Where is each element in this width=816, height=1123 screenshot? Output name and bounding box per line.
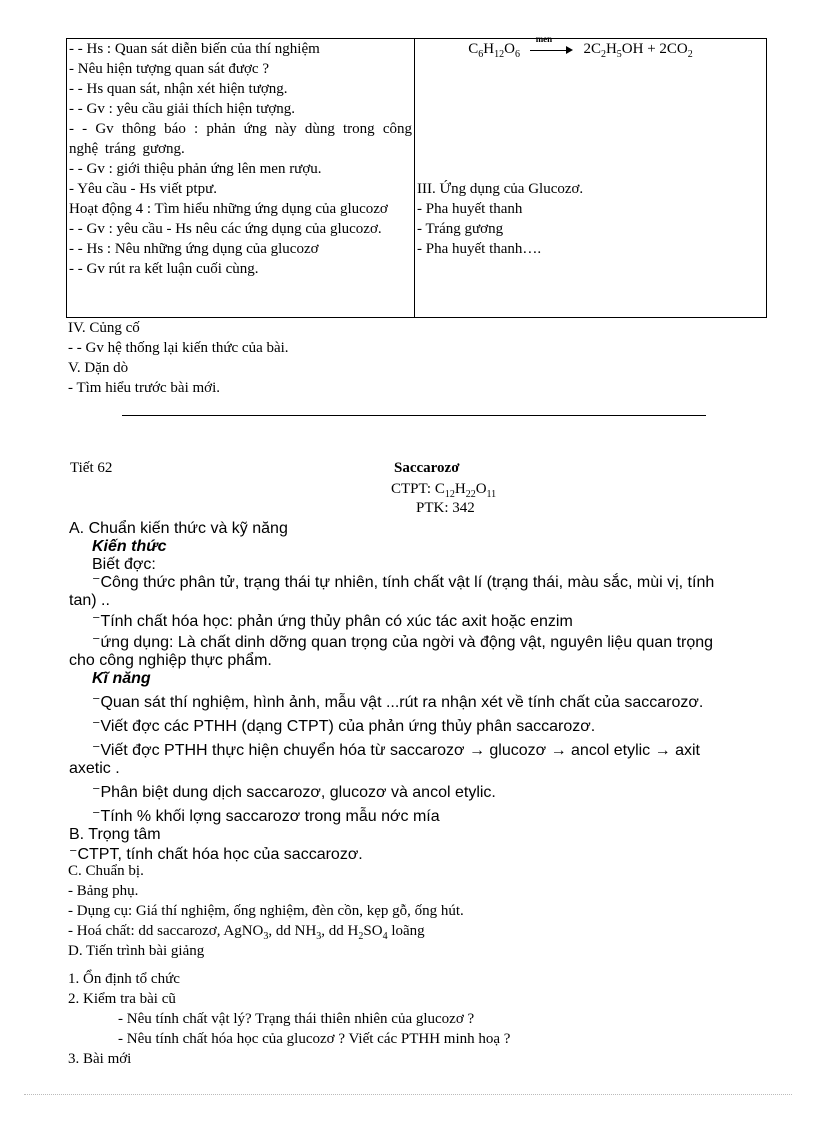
step-organize: 1. Ổn định tổ chức [68,971,180,987]
lesson-activity-table [66,33,767,318]
activity-line: Hoạt động 4 : Tìm hiểu những ứng dụng của glucozơ [69,201,388,217]
lesson-period: Tiết 62 [70,460,113,476]
molecular-formula [391,479,496,499]
skill-item: ⁻Quan sát thí nghiệm, hình ảnh, mẫu vật ...rút ra nhận xét về tính chất của saccarozơ. [92,694,704,711]
section-a [69,520,729,864]
content-cell [415,33,767,318]
knowledge-label: Kiến thức [92,538,167,555]
reaction-arrow [530,33,574,56]
uses-section-title: III. Ứng dụng của Glucozơ. [417,181,584,197]
section-b-item: ⁻CTPT, tính chất hóa học của saccarozơ. [69,846,363,863]
molecular-mass: PTK: 342 [416,500,475,516]
section-a-title: A. Chuẩn kiến thức và kỹ năng [69,520,288,537]
formula-label: CTPT: [391,481,432,497]
skills-label: Kĩ năng [92,670,151,687]
review-question: - Nêu tính chất hóa học của glucozơ ? Viết các PTHH minh hoạ ? [118,1031,511,1047]
formula-value: $C_{12}H_{22}O_{11}$ [434,481,497,500]
activity-line: - - Gv : yêu cầu - Hs nêu các ứng dụng của glucozơ. [69,221,382,237]
consolidation-item: - - Gv hệ thống lại kiến thức của bài. [68,340,289,356]
activity-line: - - Hs : Quan sát diễn biến của thí nghiệm [69,41,320,57]
page-bottom-border [24,1094,792,1095]
chemicals-item: - Hoá chất: dd saccarozơ, AgNO$_3$, dd $NH_3$, dd $H_2SO_4$ loãng [68,923,425,942]
step-review: 2. Kiểm tra bài cũ [68,991,176,1007]
equation-reactant: $C_6H_{12}O_6$ [468,41,520,60]
use-item: - Tráng gương [417,221,504,237]
homework-title: V. Dặn dò [68,360,129,376]
section-d-title: D. Tiến trình bài giảng [68,943,205,959]
lesson-title: Saccarozơ [394,460,460,476]
activity-line: - - Hs : Nêu những ứng dụng của glucozơ [69,241,319,257]
closing-section [68,318,289,398]
section-c-title: C. Chuẩn bị. [68,863,144,879]
skill-item: ⁻Phân biệt dung dịch saccarozơ, glucozơ và ancol etylic. [92,784,496,801]
skill-item: ⁻Viết đợc các PTHH (dạng CTPT) của phản ứng thủy phân saccarozơ. [92,718,596,735]
knowledge-item: ⁻ứng dụng: Là chất dinh dỡng quan trọng của ngời và động vật, nguyên liệu quan trọng cho công nghiệp thực phẩm. [69,634,714,669]
skill-item: ⁻Tính % khối lợng saccarozơ trong mẫu nớc mía [92,808,440,825]
activity-line: - - Gv rút ra kết luận cuối cùng. [69,261,259,277]
use-item: - Pha huyết thanh [417,201,523,217]
prep-item: - Dụng cụ: Giá thí nghiệm, ống nghiệm, đèn cồn, kẹp gỗ, ống hút. [68,903,464,919]
section-divider [122,415,706,416]
activity-line: - - Hs quan sát, nhận xét hiện tượng. [69,81,288,97]
equation-products: $2C_2H_5OH + 2CO_2$ [583,41,693,60]
activity-line: - - Gv : giới thiệu phản ứng lên men rượu. [69,161,322,177]
knowledge-item: ⁻Công thức phân tử, trạng thái tự nhiên, tính chất vật lí (trạng thái, màu sắc, mùi vị, tính tan) .. [69,574,715,609]
homework-item: - Tìm hiểu trước bài mới. [68,380,221,396]
know-label: Biết đợc: [92,556,156,573]
review-question: - Nêu tính chất vật lý? Trạng thái thiên nhiên của glucozơ ? [118,1011,475,1027]
activity-line: - - Gv thông báo : phản ứng này dùng trong công nghệ tráng gương. [69,121,412,157]
fermentation-equation [417,33,764,60]
step-new-lesson: 3. Bài mới [68,1051,132,1067]
knowledge-item: ⁻Tính chất hóa học: phản ứng thủy phân có xúc tác axit hoặc enzim [92,613,573,630]
activity-line: - Yêu cầu - Hs viết ptpư. [69,181,217,197]
teacher-student-activities-cell [67,39,415,318]
consolidation-title: IV. Củng cố [68,320,140,336]
activity-line: - Nêu hiện tượng quan sát được ? [69,61,269,77]
activity-line: - - Gv : yêu cầu giải thích hiện tượng. [69,101,296,117]
prep-item: - Bảng phụ. [68,883,139,899]
section-b-title: B. Trọng tâm [69,826,161,843]
arrow-label: men [535,33,553,44]
section-c-d [68,861,748,1069]
use-item: - Pha huyết thanh…. [417,241,542,257]
skill-item: ⁻Viết đợc PTHH thực hiện chuyển hóa từ saccarozơ → glucozơ → ancol etylic → axit axetic . [69,742,700,777]
